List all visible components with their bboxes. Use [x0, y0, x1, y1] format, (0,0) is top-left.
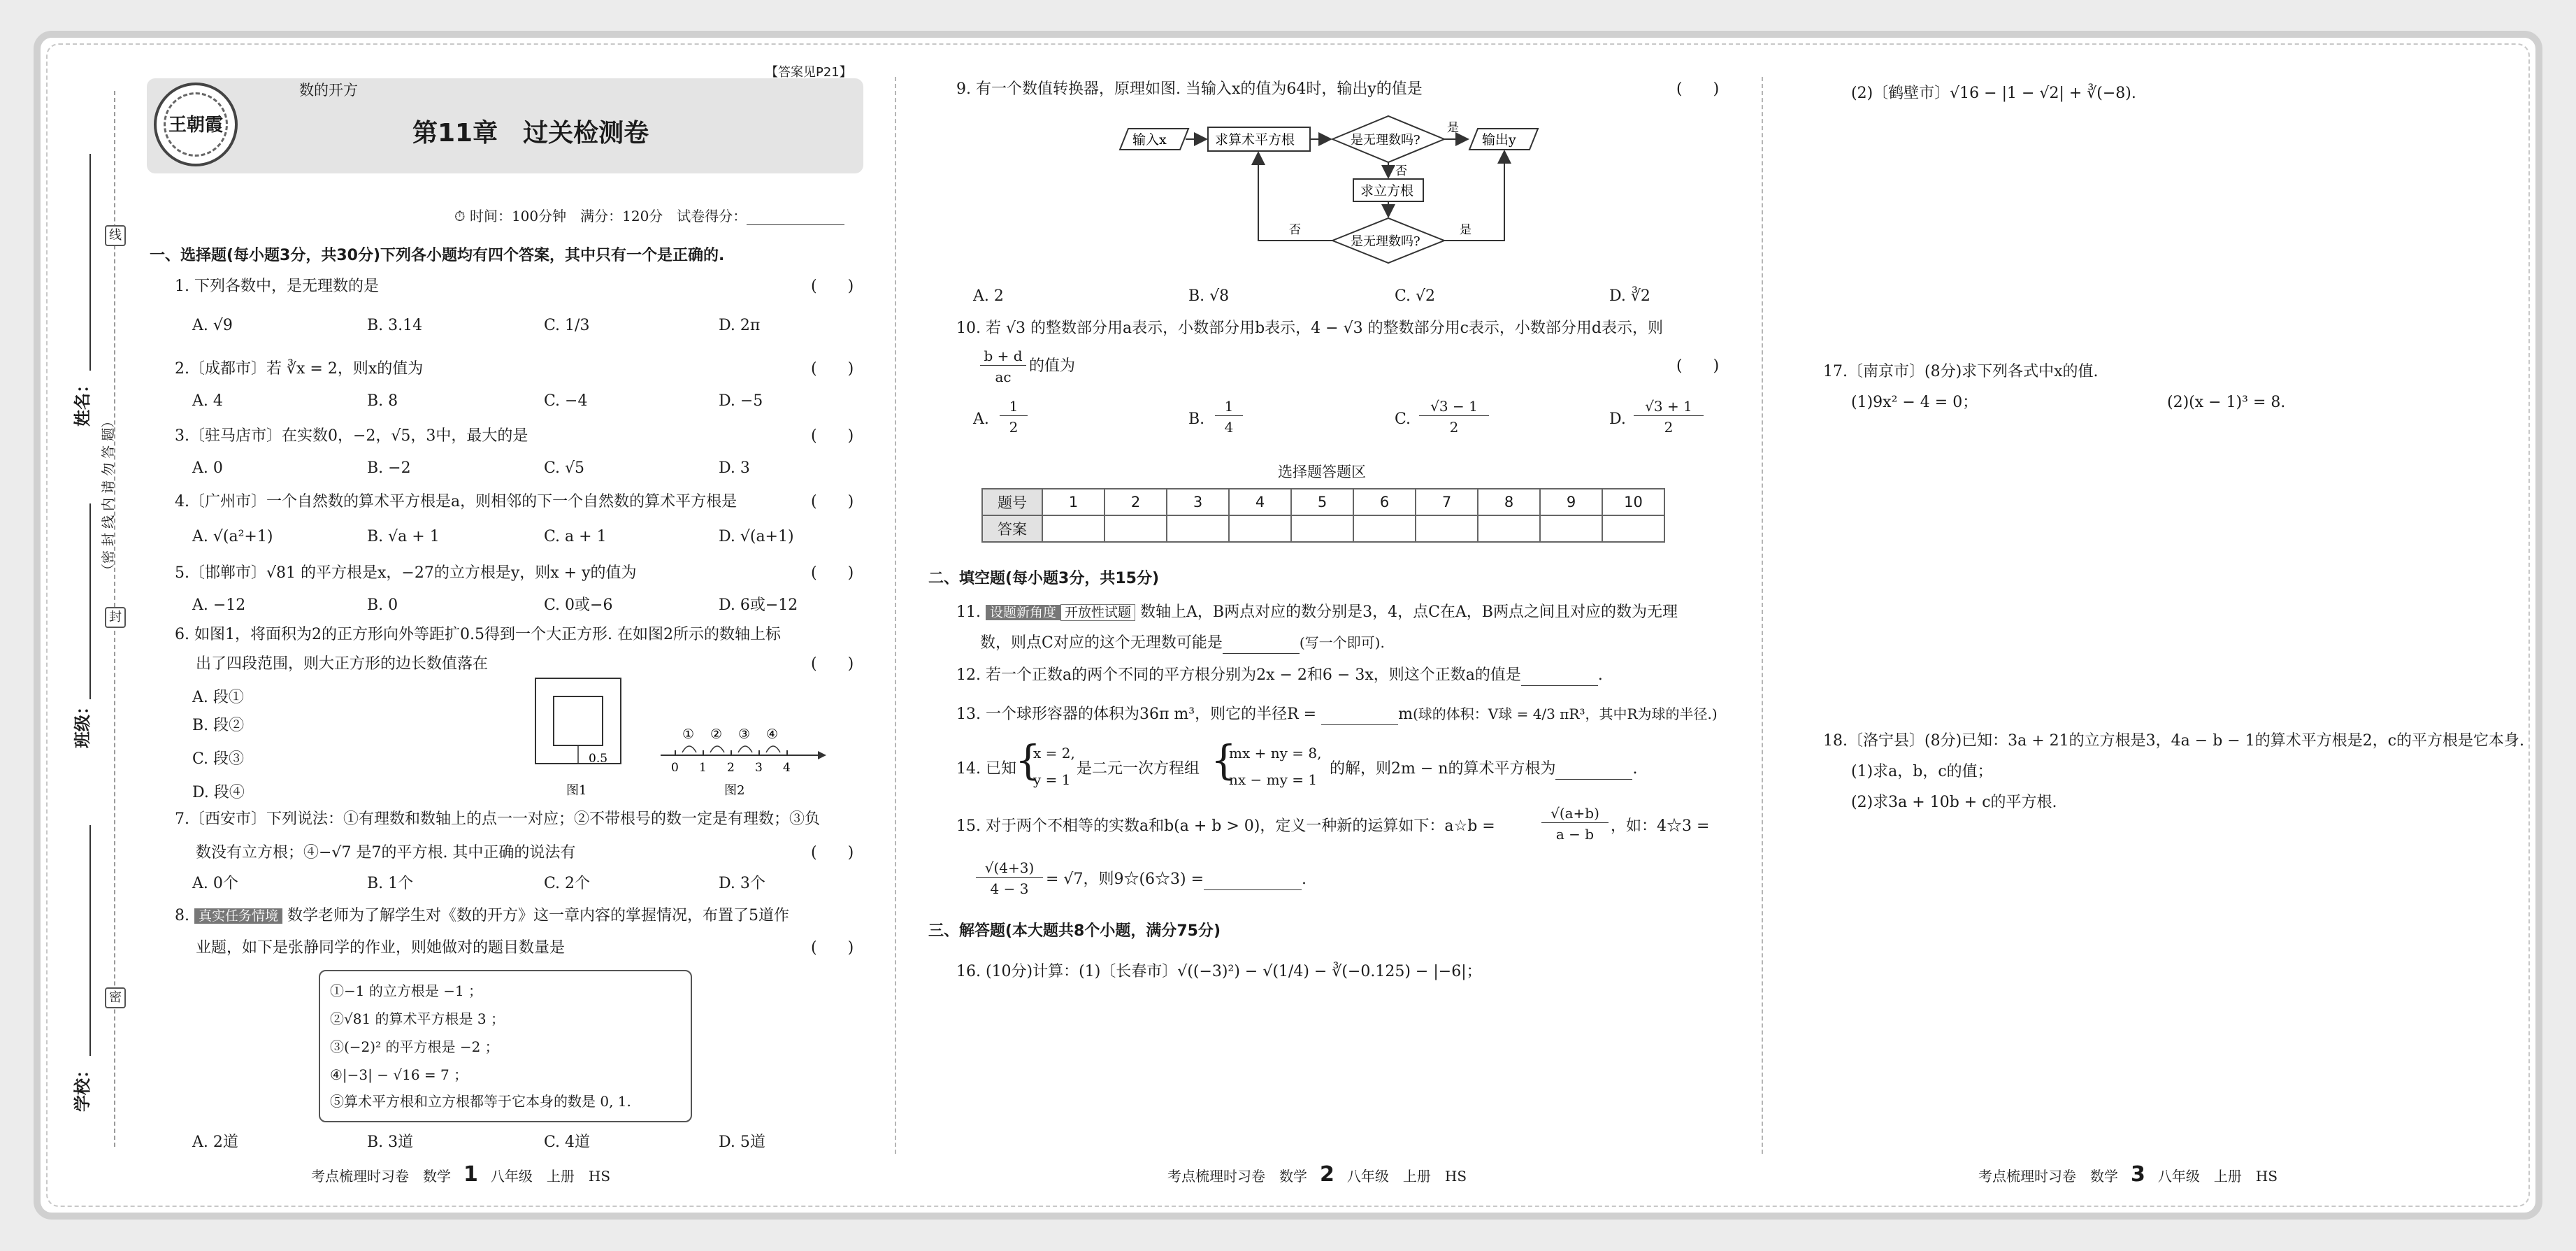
q14-sys1-line2: y = 1: [1033, 771, 1071, 788]
segment-2: ②: [710, 727, 723, 742]
answer-num-9: 9: [1540, 489, 1602, 515]
answer-cell-3[interactable]: [1167, 515, 1229, 542]
q2-option-a[interactable]: A. 4: [192, 392, 223, 410]
page-number-2: 2: [1320, 1162, 1334, 1187]
question-8-answer-paren[interactable]: ( ): [811, 939, 854, 957]
fig2-axis: [671, 727, 791, 775]
section-heading-choice: 一、选择题(每小题3分，共30分)下列各小题均有四个答案，其中只有一个是正确的.: [150, 247, 725, 264]
question-11-line1: 11. 设题新角度 开放性试题 数轴上A，B两点对应的数分别是3，4，点C在A，B两点之间且对应的数为无理: [956, 603, 1678, 621]
footer-3-series: 考点梳理时习卷 数学: [1978, 1168, 2118, 1185]
class-field[interactable]: [89, 503, 91, 699]
answer-num-1: 1: [1042, 489, 1104, 515]
q10-c-num: √3 − 1: [1419, 397, 1489, 416]
question-5-answer-paren[interactable]: ( ): [811, 564, 854, 582]
q14-sys2-line1: mx + ny = 8,: [1229, 745, 1322, 762]
q6-option-a[interactable]: A. 段①: [192, 689, 244, 706]
question-3-stem: 3.〔驻马店市〕在实数0，−2，√5，3中，最大的是: [175, 427, 528, 445]
q12-stem-text: 12. 若一个正数a的两个不同的平方根分别为2x − 2和6 − 3x，则这个正数a的值是: [956, 666, 1521, 684]
question-5-stem: 5.〔邯郸市〕√81 的平方根是x，−27的立方根是y，则x + y的值为: [175, 564, 637, 582]
question-2-stem: 2.〔成都市〕若 ∛x = 2，则x的值为: [175, 360, 424, 378]
q10-d-den: 2: [1664, 419, 1674, 436]
seal-mark-1: 线: [105, 225, 126, 246]
question-17-part2: (2)(x − 1)³ = 8.: [2167, 394, 2286, 411]
q10-frac-num: b + d: [984, 348, 1023, 364]
answer-cell-8[interactable]: [1478, 515, 1540, 542]
q14-sys2-line2: nx − my = 1: [1229, 771, 1318, 788]
q8-option-d[interactable]: D. 5道: [719, 1134, 765, 1151]
q10-b-den: 4: [1224, 419, 1234, 436]
q7-option-b[interactable]: B. 1个: [367, 875, 414, 892]
answer-table-row-label: 答案: [982, 515, 1042, 542]
question-14-post: [1330, 759, 1637, 780]
axis-tick-0: 0: [671, 761, 679, 775]
q12-end: .: [1597, 666, 1603, 684]
q4-option-a[interactable]: A. √(a²+1): [192, 528, 273, 545]
flow-cbrt-label: 求立方根: [1360, 183, 1414, 199]
question-9-stem: 9. 有一个数值转换器，原理如图. 当输入x的值为64时，输出y的值是: [956, 80, 1423, 98]
footer-1-series: 考点梳理时习卷 数学: [311, 1168, 451, 1185]
name-field[interactable]: [89, 154, 91, 371]
footer-1-grade: 八年级 上册 HS: [490, 1168, 611, 1185]
subject-label: 数的开方: [299, 82, 358, 99]
homework-item-1: ①−1 的立方根是 −1 ；: [330, 982, 483, 999]
question-14-pre: 14. 已知: [956, 760, 1016, 778]
answer-cell-7[interactable]: [1416, 515, 1478, 542]
question-7-answer-paren[interactable]: ( ): [811, 844, 854, 862]
answer-cell-4[interactable]: [1229, 515, 1291, 542]
question-11-line2: [980, 634, 1385, 654]
q7-option-d[interactable]: D. 3个: [719, 875, 765, 892]
footer-page-3: [1978, 1162, 2278, 1187]
segment-1: ①: [682, 727, 695, 742]
question-16-part1: 16. (10分)计算：(1)〔长春市〕√((−3)²) − √(1/4) − ∛(−0.125) − |−6|；: [956, 963, 1482, 980]
q10-b-letter: B.: [1188, 410, 1205, 428]
q15-answer-blank[interactable]: [1204, 875, 1302, 890]
page-number-1: 1: [463, 1162, 478, 1187]
q3-option-d[interactable]: D. 3: [719, 459, 750, 477]
answer-num-7: 7: [1416, 489, 1478, 515]
flow-decision-2-label: 是无理数吗?: [1351, 234, 1420, 249]
answer-reference: 【答案见P21】: [765, 65, 852, 80]
fig1-caption: 图1: [566, 783, 587, 798]
school-label: 学校：: [73, 1061, 92, 1112]
class-label: 班级：: [73, 698, 92, 748]
question-10-answer-paren[interactable]: ( ): [1676, 357, 1720, 375]
homework-item-4: ④|−3| − √16 = 7 ；: [330, 1066, 468, 1083]
footer-3-grade: 八年级 上册 HS: [2157, 1168, 2278, 1185]
q1-option-c[interactable]: C. 1/3: [544, 317, 590, 334]
q10-d-num: √3 + 1: [1634, 397, 1704, 416]
q11-tag-1: 设题新角度: [986, 605, 1060, 620]
q10-c-den: 2: [1449, 419, 1459, 436]
homework-item-5: ⑤算术平方根和立方根都等于它本身的数是 0, 1.: [330, 1093, 631, 1110]
answer-num-4: 4: [1229, 489, 1291, 515]
page-divider: [1762, 77, 1763, 1154]
q8-option-b[interactable]: B. 3道: [367, 1134, 414, 1151]
question-8-stem-line2: 业题，如下是张静同学的作业，则她做对的题目数量是: [196, 939, 566, 957]
score-field[interactable]: [747, 210, 844, 225]
q7-option-a[interactable]: A. 0个: [192, 875, 238, 892]
footer-page-2: [1167, 1162, 1467, 1187]
small-square: [554, 696, 603, 745]
answer-cell-10[interactable]: [1602, 515, 1664, 542]
question-10-stem-line2: 的值为: [1029, 357, 1076, 375]
answer-num-5: 5: [1291, 489, 1353, 515]
question-6-stem-line1: 6. 如图1，将面积为2的正方形向外等距扩0.5得到一个大正方形. 在如图2所示的数轴上标: [175, 626, 781, 643]
answer-table: [981, 488, 1665, 543]
brand-logo-text: 王朝霞: [164, 92, 228, 157]
q1-option-d[interactable]: D. 2π: [719, 317, 761, 334]
binding-notice: （密 封 线 内 请 勿 答 题）: [101, 414, 116, 577]
segment-4: ④: [766, 727, 779, 742]
question-15-line1: 15. 对于两个不相等的实数a和b(a + b > 0)，定义一种新的运算如下：a☆b =: [956, 817, 1495, 835]
page-divider: [895, 77, 896, 1154]
q10-option-b[interactable]: [1188, 410, 1204, 430]
answer-cell-1[interactable]: [1042, 515, 1104, 542]
homework-item-3: ③(−2)² 的平方根是 −2 ；: [330, 1038, 499, 1055]
q10-option-a[interactable]: [973, 410, 989, 430]
question-6-answer-paren[interactable]: ( ): [811, 655, 854, 673]
segment-3: ③: [738, 727, 751, 742]
question-17-stem: 17.〔南京市〕(8分)求下列各式中x的值.: [1823, 363, 2099, 380]
question-7-stem-line1: 7.〔西安市〕下列说法：①有理数和数轴上的点一一对应；②不带根号的数一定是有理数；③负: [175, 810, 820, 828]
axis-tick-3: 3: [755, 761, 763, 775]
seal-mark-2: 封: [105, 607, 126, 628]
question-15-line2: [1046, 870, 1307, 890]
footer-page-1: [311, 1162, 610, 1187]
q4-option-c[interactable]: C. a + 1: [544, 528, 607, 545]
answer-cell-2[interactable]: [1104, 515, 1167, 542]
q11-stem-text-2: 数，则点C对应的这个无理数可能是: [980, 634, 1223, 652]
q15-stem-text-2: = √7，则9☆(6☆3) =: [1046, 871, 1204, 888]
question-8-stem-line1: 8. 真实任务情境 数学老师为了解学生对《数的开方》这一章内容的掌握情况，布置了5道作: [175, 907, 789, 924]
question-14-mid: 是二元一次方程组: [1077, 760, 1200, 778]
exam-info-text: ⏱ 时间：100分钟 满分：120分 试卷得分：: [454, 208, 747, 224]
q8-tag: 真实任务情境: [194, 908, 282, 924]
question-16-part2: (2)〔鹤壁市〕√16 − |1 − √2| + ∛(−8).: [1851, 85, 2136, 102]
flow-yes-1: 是: [1447, 121, 1459, 135]
q9-option-c[interactable]: C. √2: [1395, 287, 1436, 305]
answer-num-6: 6: [1353, 489, 1416, 515]
q10-option-c[interactable]: [1395, 410, 1411, 430]
q15-def-den: a − b: [1555, 826, 1595, 843]
answer-cell-9[interactable]: [1540, 515, 1602, 542]
flow-no-2: 否: [1289, 223, 1301, 237]
q3-option-b[interactable]: B. −2: [367, 459, 411, 477]
flow-output-label: 输出y: [1482, 132, 1516, 148]
q15-example-num: √(4+3): [976, 859, 1043, 878]
fig1-offset-label: 0.5: [589, 752, 608, 766]
q6-option-b[interactable]: B. 段②: [192, 717, 245, 734]
q14-brace-2: {: [1211, 736, 1237, 784]
q10-d-letter: D.: [1609, 410, 1626, 428]
answer-cell-5[interactable]: [1291, 515, 1353, 542]
q12-answer-blank[interactable]: [1521, 671, 1598, 686]
q4-option-d[interactable]: D. √(a+1): [719, 528, 794, 545]
question-12: [956, 666, 1603, 686]
axis-tick-2: 2: [727, 761, 735, 775]
q2-option-b[interactable]: B. 8: [367, 392, 398, 410]
q11-tag-2: 开放性试题: [1060, 604, 1135, 621]
q5-option-d[interactable]: D. 6或−12: [719, 596, 798, 614]
question-6-stem-line2: 出了四段范围，则大正方形的边长数值落在: [196, 655, 489, 673]
q10-frac-bar: [980, 365, 1026, 366]
question-18-stem: 18.〔洛宁县〕(8分)已知：3a + 21的立方根是3，4a − b − 1的算术平方根是2，c的平方根是它本身.: [1823, 732, 2525, 750]
q11-answer-blank[interactable]: [1223, 638, 1300, 654]
q14-end: .: [1632, 760, 1638, 778]
question-7-stem-line2: 数没有立方根；④−√7 是7的平方根. 其中正确的说法有: [196, 844, 576, 862]
answer-num-8: 8: [1478, 489, 1540, 515]
q11-stem-text: 数轴上A，B两点对应的数分别是3，4，点C在A，B两点之间且对应的数为无理: [1140, 603, 1678, 621]
q9-option-a[interactable]: A. 2: [973, 287, 1004, 305]
question-15-line1b: ，如：4☆3 =: [1611, 817, 1710, 835]
answer-num-3: 3: [1167, 489, 1229, 515]
q4-option-b[interactable]: B. √a + 1: [367, 528, 440, 545]
footer-2-series: 考点梳理时习卷 数学: [1167, 1168, 1307, 1185]
q6-option-d[interactable]: D. 段④: [192, 784, 245, 801]
q14-sys1-line1: x = 2,: [1033, 745, 1075, 762]
q2-option-c[interactable]: C. −4: [544, 392, 588, 410]
q13-unit: m: [1398, 706, 1413, 723]
q10-a-letter: A.: [973, 410, 989, 428]
question-13: [956, 705, 1718, 725]
question-10-stem-line1: 10. 若 √3 的整数部分用a表示，小数部分用b表示，4 − √3 的整数部分用c表示，小数部分用d表示，则: [956, 320, 1664, 337]
q9-option-d[interactable]: D. ∛2: [1609, 287, 1650, 305]
q8-option-a[interactable]: A. 2道: [192, 1134, 238, 1151]
q8-stem-text: 数学老师为了解学生对《数的开方》这一章内容的掌握情况，布置了5道作: [287, 907, 789, 924]
q5-option-a[interactable]: A. −12: [192, 596, 246, 614]
section-heading-fill: 二、填空题(每小题3分，共15分): [928, 570, 1160, 587]
flow-sqrt-label: 求算术平方根: [1215, 132, 1295, 148]
q15-def-num: √(a+b): [1541, 804, 1609, 823]
question-9-answer-paren[interactable]: ( ): [1676, 80, 1720, 98]
answer-table-header: 题号: [982, 489, 1042, 515]
answer-cell-6[interactable]: [1353, 515, 1416, 542]
question-1-answer-paren[interactable]: ( ): [811, 278, 854, 295]
section-heading-solve: 三、解答题(本大题共8个小题，满分75分): [928, 922, 1221, 940]
q14-post-text: 的解，则2m − n的算术平方根为: [1330, 760, 1556, 778]
homework-item-2: ②√81 的算术平方根是 3 ；: [330, 1010, 505, 1027]
q6-option-c[interactable]: C. 段③: [192, 750, 245, 768]
question-17-part1: (1)9x² − 4 = 0；: [1851, 394, 1978, 411]
question-18-part1: (1)求a，b，c的值；: [1851, 763, 1993, 780]
q3-option-c[interactable]: C. √5: [544, 459, 585, 477]
question-4-answer-paren[interactable]: ( ): [811, 493, 854, 510]
q1-option-a[interactable]: A. √9: [192, 317, 233, 334]
exam-info: [454, 207, 844, 225]
question-2-answer-paren[interactable]: ( ): [811, 360, 854, 378]
q11-hint: (写一个即可).: [1299, 634, 1385, 651]
question-4-stem: 4.〔广州市〕一个自然数的算术平方根是a，则相邻的下一个自然数的算术平方根是: [175, 493, 737, 510]
q15-end: .: [1302, 871, 1307, 888]
school-field[interactable]: [89, 825, 91, 1056]
footer-2-grade: 八年级 上册 HS: [1346, 1168, 1467, 1185]
q10-a-num: 1: [1000, 397, 1028, 416]
q1-option-b[interactable]: B. 3.14: [367, 317, 423, 334]
converter-flowchart: [1118, 110, 1545, 274]
axis-tick-4: 4: [783, 761, 791, 775]
flow-input-label: 输入x: [1132, 132, 1167, 148]
question-6-figures: [524, 671, 839, 801]
page-title: 第11章 过关检测卷: [412, 119, 649, 148]
q13-answer-blank[interactable]: [1321, 710, 1398, 725]
fig2-caption: 图2: [724, 783, 745, 798]
q10-frac-den: ac: [995, 369, 1012, 385]
q13-hint: (球的体积：V球 = 4/3 πR³，其中R为球的半径.): [1412, 706, 1718, 722]
q10-a-den: 2: [1009, 419, 1019, 436]
q5-option-b[interactable]: B. 0: [367, 596, 398, 614]
answer-num-2: 2: [1104, 489, 1167, 515]
q9-option-b[interactable]: B. √8: [1188, 287, 1230, 305]
question-1-stem: 1. 下列各数中，是无理数的是: [175, 278, 379, 295]
flow-no-1: 否: [1395, 164, 1407, 178]
answer-num-10: 10: [1602, 489, 1664, 515]
q2-option-d[interactable]: D. −5: [719, 392, 763, 410]
q5-option-c[interactable]: C. 0或−6: [544, 596, 613, 614]
brand-logo: [154, 83, 238, 166]
q15-example-den: 4 − 3: [990, 880, 1029, 897]
q14-answer-blank[interactable]: [1555, 764, 1632, 780]
q7-option-c[interactable]: C. 2个: [544, 875, 591, 892]
q14-brace-1: {: [1015, 736, 1041, 784]
page-number-3: 3: [2131, 1162, 2145, 1187]
question-3-answer-paren[interactable]: ( ): [811, 427, 854, 445]
q8-option-c[interactable]: C. 4道: [544, 1134, 591, 1151]
answer-table-title: 选择题答题区: [1278, 464, 1366, 480]
q10-option-d[interactable]: [1609, 410, 1626, 430]
name-label: 姓名：: [73, 376, 92, 427]
flow-yes-2: 是: [1460, 223, 1472, 237]
question-18-part2: (2)求3a + 10b + c的平方根.: [1851, 794, 2057, 811]
q3-option-a[interactable]: A. 0: [192, 459, 223, 477]
seal-mark-3: 密: [105, 987, 126, 1008]
axis-tick-1: 1: [699, 761, 707, 775]
q10-b-num: 1: [1215, 397, 1243, 416]
q13-stem-text: 13. 一个球形容器的体积为36π m³，则它的半径R =: [956, 706, 1317, 723]
q10-c-letter: C.: [1395, 410, 1411, 428]
flow-decision-1-label: 是无理数吗?: [1351, 133, 1420, 148]
